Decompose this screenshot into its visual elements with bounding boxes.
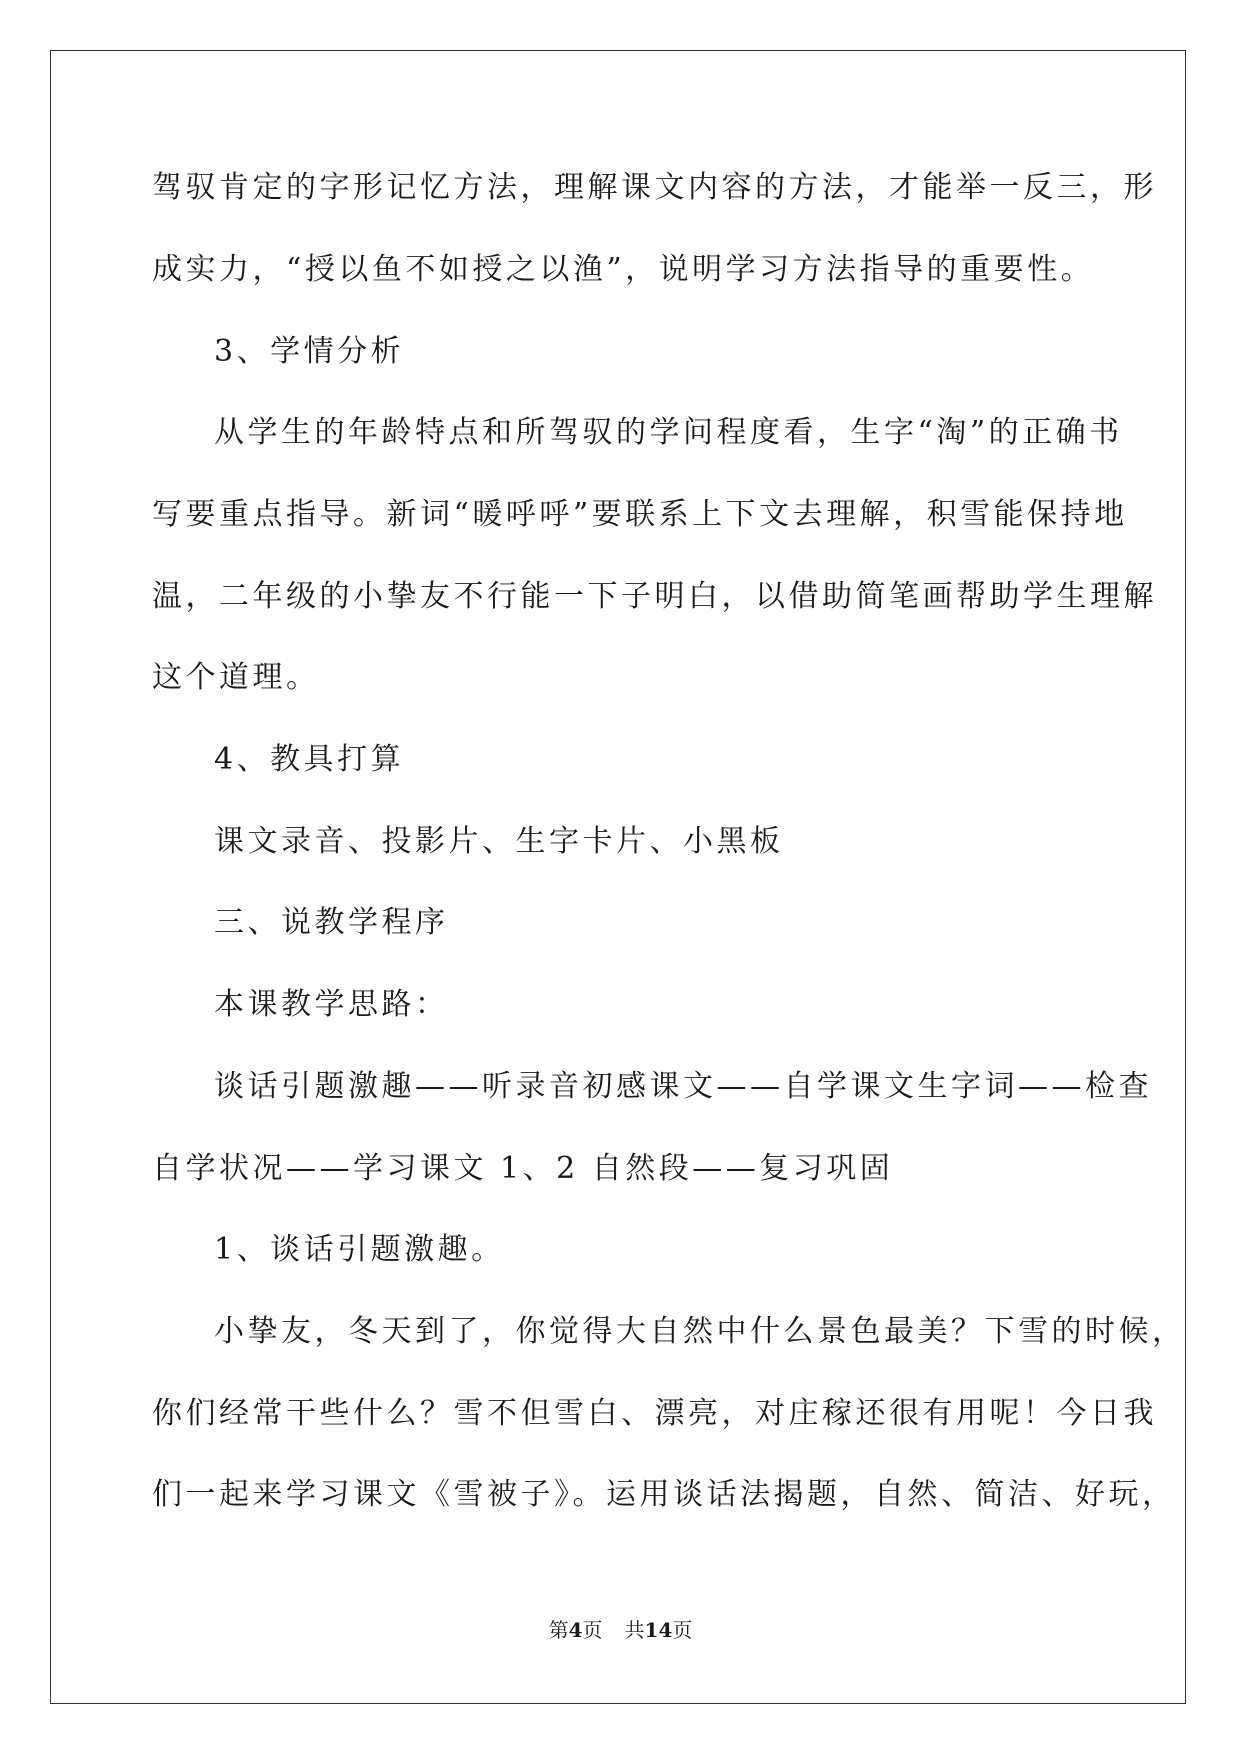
footer-page-number: 4: [568, 1618, 583, 1642]
section-heading-learning-analysis: 3、学情分析: [214, 334, 405, 369]
body-line-9: 谈话引题激趣——听录音初感课文——自学课文生字词——检查: [214, 1069, 1152, 1104]
footer-page-prefix: 第: [548, 1618, 569, 1642]
footer-total-suffix: 页: [672, 1618, 693, 1642]
body-line-6: 这个道理。: [152, 660, 320, 695]
footer-page-suffix: 页: [582, 1618, 603, 1642]
body-line-10: 自学状况——学习课文 1、2 自然段——复习巩固: [152, 1151, 894, 1186]
section-heading-teaching-aids: 4、教具打算: [214, 742, 405, 777]
body-line-13: 们一起来学习课文《雪被子》。运用谈话法揭题，自然、简洁、好玩，: [152, 1477, 1176, 1512]
body-line-4: 写要重点指导。新词“暖呼呼”要联系上下文去理解，积雪能保持地: [152, 497, 1128, 532]
section-heading-teaching-procedure: 三、说教学程序: [214, 905, 449, 940]
body-line-3: 从学生的年龄特点和所驾驭的学问程度看，生字“淘”的正确书: [214, 415, 1123, 450]
footer-total-prefix: 共: [624, 1618, 645, 1642]
body-line-11: 小挚友，冬天到了，你觉得大自然中什么景色最美？下雪的时候，: [214, 1314, 1186, 1349]
body-line-12: 你们经常干些什么？雪不但雪白、漂亮，对庄稼还很有用呢！今日我: [152, 1396, 1157, 1431]
body-line-5: 温，二年级的小挚友不行能一下子明白，以借助简笔画帮助学生理解: [152, 579, 1157, 614]
page-border: [50, 50, 1186, 1704]
page-footer: [0, 1618, 1241, 1642]
footer-total-pages: 14: [644, 1618, 673, 1642]
body-line-1: 驾驭肯定的字形记忆方法，理解课文内容的方法，才能举一反三，形: [152, 170, 1157, 205]
body-line-2: 成实力，“授以鱼不如授之以渔”，说明学习方法指导的重要性。: [152, 252, 1095, 287]
body-line-7: 课文录音、投影片、生字卡片、小黑板: [214, 824, 784, 859]
section-heading-intro: 1、谈话引题激趣。: [214, 1232, 505, 1267]
body-line-8: 本课教学思路：: [214, 987, 449, 1022]
